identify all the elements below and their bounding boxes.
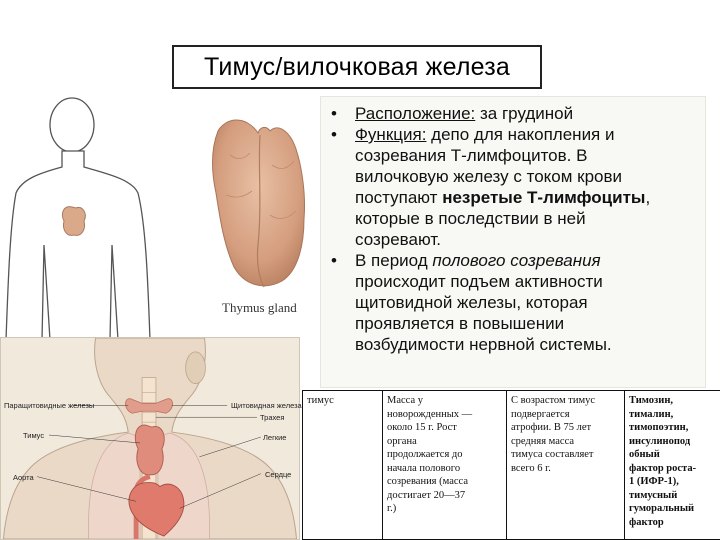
- text-segment: которые в последствии в ней: [355, 209, 586, 228]
- bullet-marker: •: [331, 251, 337, 270]
- title-box: [172, 45, 542, 89]
- text-segment: полового созревания: [432, 251, 601, 270]
- table-cell-line: подвергается: [511, 408, 570, 420]
- text-segment: возбудимости нервной системы.: [355, 335, 612, 354]
- table-cell-line: инсулинопод: [629, 435, 691, 447]
- text-segment: В период: [355, 251, 433, 270]
- table-cell-line: новорожденных —: [387, 408, 473, 420]
- table-cell-line: продолжается до: [387, 449, 463, 460]
- text-segment: поступают: [355, 188, 443, 207]
- bullet-text-line: [355, 334, 612, 355]
- table-cell-line: обный: [629, 449, 660, 460]
- table-cell-line: тимопоэтин,: [629, 422, 689, 433]
- anatomy-drawing: [1, 338, 299, 539]
- thymus-gland-caption: Thymus gland: [222, 300, 297, 315]
- table-cell: [383, 391, 507, 540]
- table-cell-line: гуморальный: [629, 503, 695, 514]
- text-segment: вилочковую железу с током крови: [355, 167, 623, 186]
- text-segment: за грудиной: [475, 104, 574, 123]
- table-cell-line: созревания (масса: [387, 476, 468, 487]
- thymus-organ-illustration: [200, 95, 320, 300]
- text-segment: щитовидной железы, которая: [355, 293, 588, 312]
- thymus-small-icon: [62, 207, 85, 236]
- text-segment: незретые Т-лимфоциты: [442, 188, 646, 207]
- table-cell-line: С возрастом тимус: [511, 395, 596, 406]
- table-cell-line: тимусный: [629, 489, 678, 501]
- text-segment: Расположение:: [355, 104, 476, 123]
- bullet-text-line: [355, 229, 441, 250]
- table-cell-line: тималин,: [629, 408, 674, 420]
- table-cell-line: достигает 20—37: [387, 489, 466, 501]
- text-segment: проявляется в повышении: [355, 314, 565, 333]
- text-segment: депо для накопления и: [426, 125, 615, 144]
- label-thyroid: Щитовидная железа: [231, 401, 302, 410]
- table-cell-line: начала полового: [387, 462, 461, 474]
- label-aorta: Аорта: [13, 473, 34, 482]
- bullet-text-line: [355, 313, 564, 334]
- bullet-text-line: [355, 250, 601, 271]
- label-thymus: Тимус: [23, 431, 45, 440]
- bullet-marker: •: [331, 104, 337, 123]
- table-cell-line: г.): [387, 503, 397, 514]
- bullet-text-line: [355, 124, 614, 145]
- bullet-text-line: [355, 187, 650, 208]
- anatomy-illustration: [0, 337, 300, 540]
- table-cell-line: тимус: [307, 395, 334, 406]
- text-segment: созревания Т-лимфоцитов. В: [355, 146, 588, 165]
- bullet-text-line: [355, 103, 573, 124]
- table-cell-line: тимуса составляет: [511, 449, 594, 460]
- page-title: Тимус/вилочковая железа: [204, 52, 510, 81]
- bullet-text-line: [355, 271, 603, 292]
- bullet-marker: •: [331, 125, 337, 144]
- table-cell: [303, 391, 383, 540]
- table-cell-line: всего 6 г.: [511, 462, 551, 474]
- body-silhouette-illustration: [0, 95, 200, 340]
- label-lungs: Легкие: [263, 433, 287, 442]
- label-heart: Сердце: [265, 470, 292, 479]
- thymus-info-table: [302, 390, 720, 540]
- text-segment: Функция:: [355, 125, 427, 144]
- bullet-text-line: [355, 145, 587, 166]
- bullet-text-line: [355, 292, 588, 313]
- table-cell-line: атрофии. В 75 лет: [511, 422, 592, 433]
- table-cell: [507, 391, 625, 540]
- table-cell-line: Тимозин,: [629, 395, 673, 406]
- label-trachea: Трахея: [260, 413, 285, 422]
- description-panel: [320, 96, 706, 388]
- text-segment: ,: [645, 188, 651, 207]
- table-cell-line: средняя масса: [511, 435, 575, 447]
- text-segment: происходит подъем активности: [355, 272, 603, 291]
- table-row: [303, 391, 720, 540]
- label-parathyroid: Паращитовидные железы: [4, 401, 95, 410]
- table-cell-line: органа: [387, 435, 417, 447]
- table-cell-line: около 15 г. Рост: [387, 422, 457, 433]
- table-cell-line: Масса у: [387, 395, 423, 406]
- text-segment: созревают.: [355, 230, 441, 249]
- table-cell-line: фактор роста-: [629, 462, 697, 474]
- bullet-text-line: [355, 166, 622, 187]
- bullet-text-line: [355, 208, 586, 229]
- table-cell-line: 1 (ИФР-1),: [629, 476, 679, 487]
- table-cell-line: фактор: [629, 516, 664, 528]
- table-cell: [625, 391, 720, 540]
